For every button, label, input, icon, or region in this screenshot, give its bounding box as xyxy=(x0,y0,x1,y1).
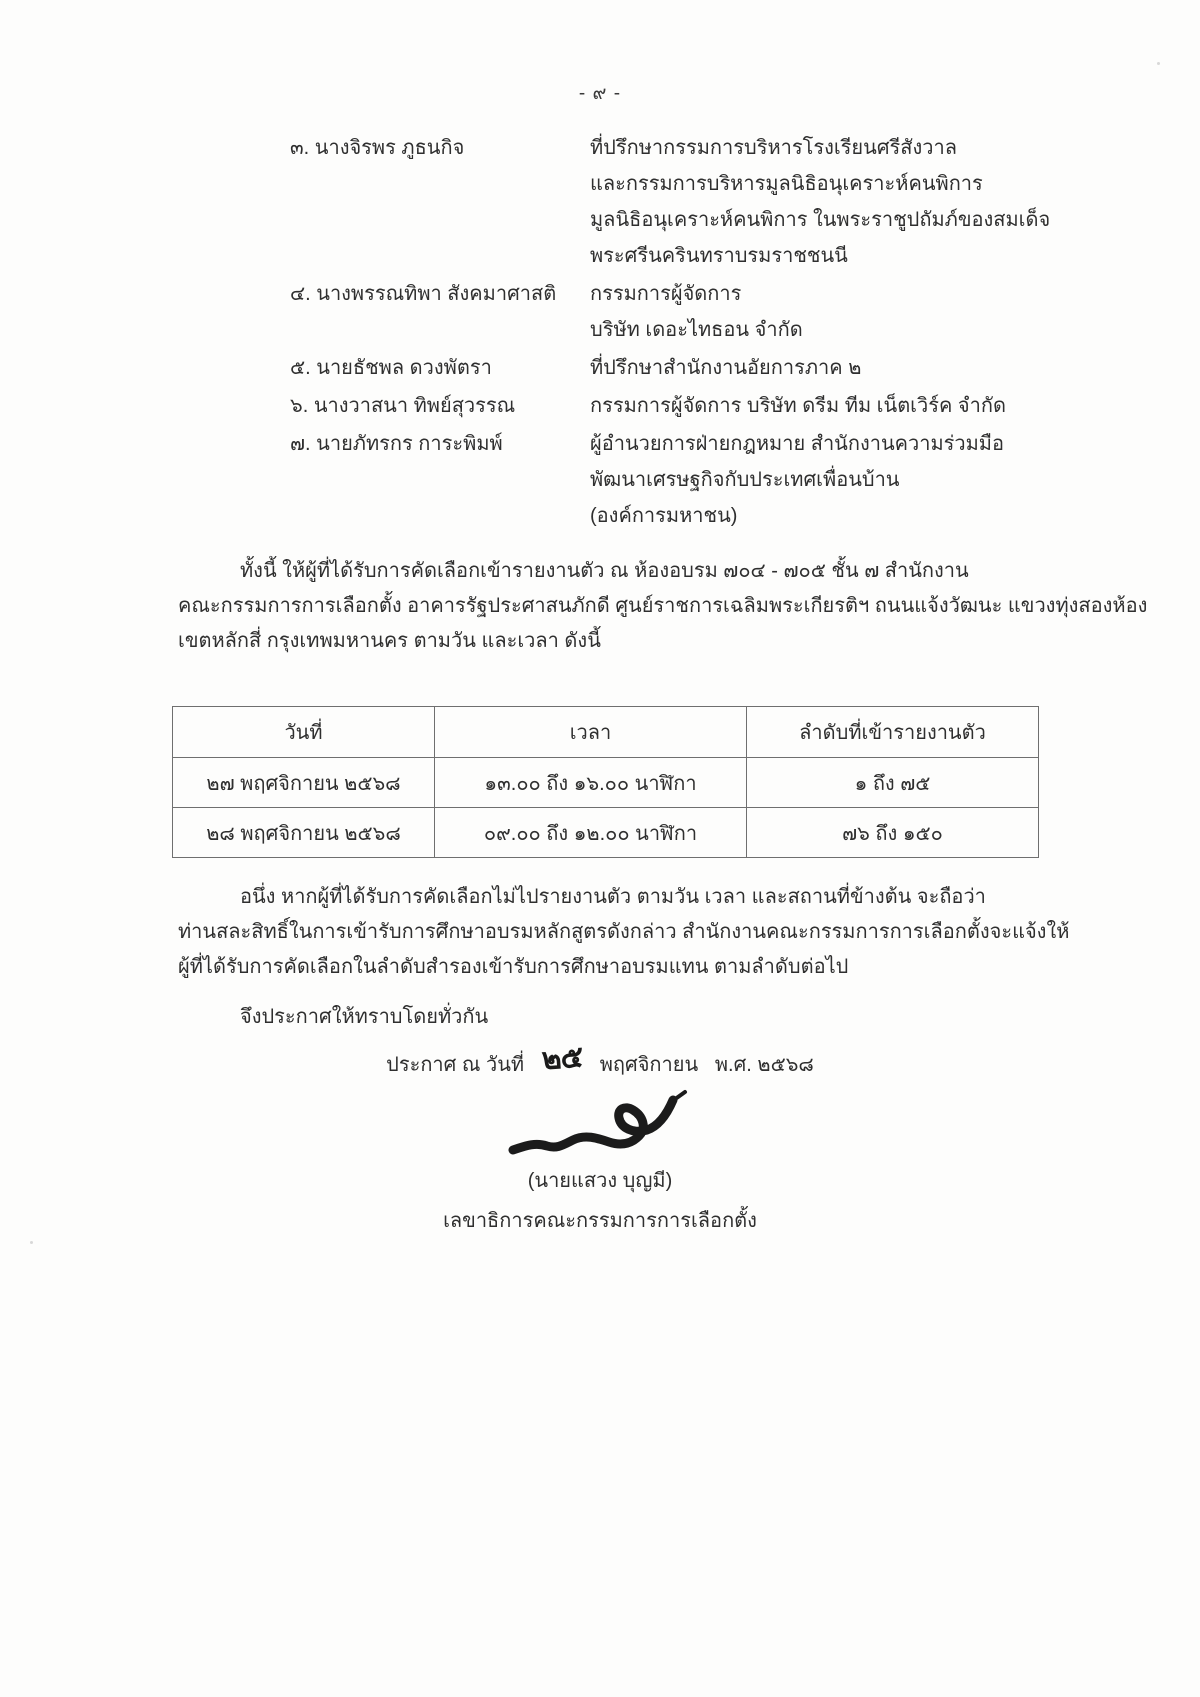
signature-block xyxy=(0,1088,1200,1236)
announcement-date-year: ๒๕๖๘ xyxy=(757,1054,814,1076)
announcement-date-month: พฤศจิกายน xyxy=(599,1054,699,1076)
roster-title-line: ที่ปรึกษากรรมการบริหารโรงเรียนศรีสังวาล xyxy=(590,137,957,159)
venue-paragraph-line: คณะกรรมการการเลือกตั้ง อาคารรัฐประศาสนภักดี ศูนย์ราชการเฉลิมพระเกียรติฯ ถนนแจ้งวัฒนะ แขวงทุ่งสองห้อง xyxy=(178,595,1148,617)
roster-item-name xyxy=(290,350,590,386)
roster-item-number: ๔. xyxy=(290,283,311,305)
roster-item-titles xyxy=(590,426,1050,534)
roster-item-titles xyxy=(590,350,1050,386)
roster-item-name xyxy=(290,276,590,312)
roster-item-titles xyxy=(590,130,1050,274)
announcement-date-prefix: ประกาศ ณ วันที่ xyxy=(386,1054,525,1076)
roster-item-name xyxy=(290,388,590,424)
table-header-time: เวลา xyxy=(435,707,747,758)
table-cell-date: ๒๗ พฤศจิกายน ๒๕๖๘ xyxy=(173,758,435,808)
closing-paragraph xyxy=(178,880,1070,985)
roster-title-line: ที่ปรึกษาสำนักงานอัยการภาค ๒ xyxy=(590,357,862,379)
list-item xyxy=(290,426,1050,534)
closing-paragraph-line xyxy=(178,880,1046,915)
roster-item-number: ๕. xyxy=(290,357,311,379)
scan-speckle xyxy=(30,1241,33,1244)
schedule-table xyxy=(172,706,1039,858)
roster-title-line: กรรมการผู้จัดการ บริษัท ดรีม ทีม เน็ตเวิร์ค จำกัด xyxy=(590,395,1006,417)
signatory-name: (นายแสวง บุญมี) xyxy=(527,1170,673,1192)
roster-item-person: นางวาสนา ทิพย์สุวรรณ xyxy=(313,395,516,417)
table-row xyxy=(173,758,1039,808)
schedule-table-wrapper xyxy=(172,706,1038,858)
roster-title-line: พระศรีนครินทราบรมราชชนนี xyxy=(590,245,848,267)
notice-text: จึงประกาศให้ทราบโดยทั่วกัน xyxy=(240,1006,489,1028)
closing-paragraph-line: ผู้ที่ได้รับการคัดเลือกในลำดับสำรองเข้ารับการศึกษาอบรมแทน ตามลำดับต่อไป xyxy=(178,956,849,978)
roster-item-number: ๗. xyxy=(290,433,311,455)
venue-paragraph-line xyxy=(178,554,1046,589)
roster-item-person: นายภัทรกร การะพิมพ์ xyxy=(316,433,503,455)
table-header-date: วันที่ xyxy=(173,707,435,758)
roster-item-titles xyxy=(590,276,1050,348)
handwritten-signature-icon xyxy=(0,1088,1200,1162)
list-item xyxy=(290,130,1050,274)
closing-line-text: อนึ่ง หากผู้ที่ได้รับการคัดเลือกไม่ไปรายงานตัว ตามวัน เวลา และสถานที่ข้างต้น จะถือว่า xyxy=(240,886,986,908)
roster-title-line: และกรรมการบริหารมูลนิธิอนุเคราะห์คนพิการ xyxy=(590,173,983,195)
table-cell-order: ๑ ถึง ๗๕ xyxy=(747,758,1039,808)
venue-line-text: ทั้งนี้ ให้ผู้ที่ได้รับการคัดเลือกเข้ารายงานตัว ณ ห้องอบรม ๗๐๔ - ๗๐๕ ชั้น ๗ สำนักงาน xyxy=(240,560,969,582)
page-number: - ๙ - xyxy=(578,83,622,104)
closing-paragraph-line: ท่านสละสิทธิ์ในการเข้ารับการศึกษาอบรมหลักสูตรดังกล่าว สำนักงานคณะกรรมการการเลือกตั้งจะแจ้งให้ xyxy=(178,921,1070,943)
announcement-date-line xyxy=(0,1038,1200,1085)
table-header-order: ลำดับที่เข้ารายงานตัว xyxy=(747,707,1039,758)
roster-title-line: พัฒนาเศรษฐกิจกับประเทศเพื่อนบ้าน xyxy=(590,469,900,491)
roster-title-line: กรรมการผู้จัดการ xyxy=(590,283,742,305)
table-cell-date: ๒๘ พฤศจิกายน ๒๕๖๘ xyxy=(173,808,435,858)
signatory-position: เลขาธิการคณะกรรมการการเลือกตั้ง xyxy=(443,1210,757,1232)
roster-title-line: บริษัท เดอะไทธอน จำกัด xyxy=(590,319,803,341)
roster-title-line: ผู้อำนวยการฝ่ายกฎหมาย สำนักงานความร่วมมือ xyxy=(590,433,1005,455)
table-cell-time: ๐๙.๐๐ ถึง ๑๒.๐๐ นาฬิกา xyxy=(435,808,747,858)
venue-paragraph-line: เขตหลักสี่ กรุงเทพมหานคร ตามวัน และเวลา ดังนี้ xyxy=(178,630,601,652)
roster-item-name xyxy=(290,130,590,166)
table-row xyxy=(173,808,1039,858)
roster-item-name xyxy=(290,426,590,462)
roster-item-person: นางพรรณทิพา สังคมาศาสติ xyxy=(316,283,557,305)
roster-title-line: มูลนิธิอนุเคราะห์คนพิการ ในพระราชูปถัมภ์ของสมเด็จ xyxy=(590,209,1051,231)
list-item xyxy=(290,276,1050,348)
table-header-row xyxy=(173,707,1039,758)
list-item xyxy=(290,350,1050,386)
roster-title-line: (องค์การมหาชน) xyxy=(590,505,738,527)
scan-speckle xyxy=(1157,62,1160,65)
roster-list xyxy=(290,130,1050,536)
roster-item-number: ๖. xyxy=(290,395,309,417)
roster-item-person: นางจิรพร ภูธนกิจ xyxy=(314,137,465,159)
roster-item-person: นายธัชพล ดวงพัตรา xyxy=(316,357,492,379)
announcement-date-year-prefix: พ.ศ. xyxy=(714,1054,752,1076)
list-item xyxy=(290,388,1050,424)
table-cell-time: ๑๓.๐๐ ถึง ๑๖.๐๐ นาฬิกา xyxy=(435,758,747,808)
roster-item-number: ๓. xyxy=(290,137,310,159)
venue-paragraph xyxy=(178,554,1148,659)
roster-item-titles xyxy=(590,388,1050,424)
announcement-date-day: ๒๕ xyxy=(540,1039,584,1078)
table-cell-order: ๗๖ ถึง ๑๕๐ xyxy=(747,808,1039,858)
